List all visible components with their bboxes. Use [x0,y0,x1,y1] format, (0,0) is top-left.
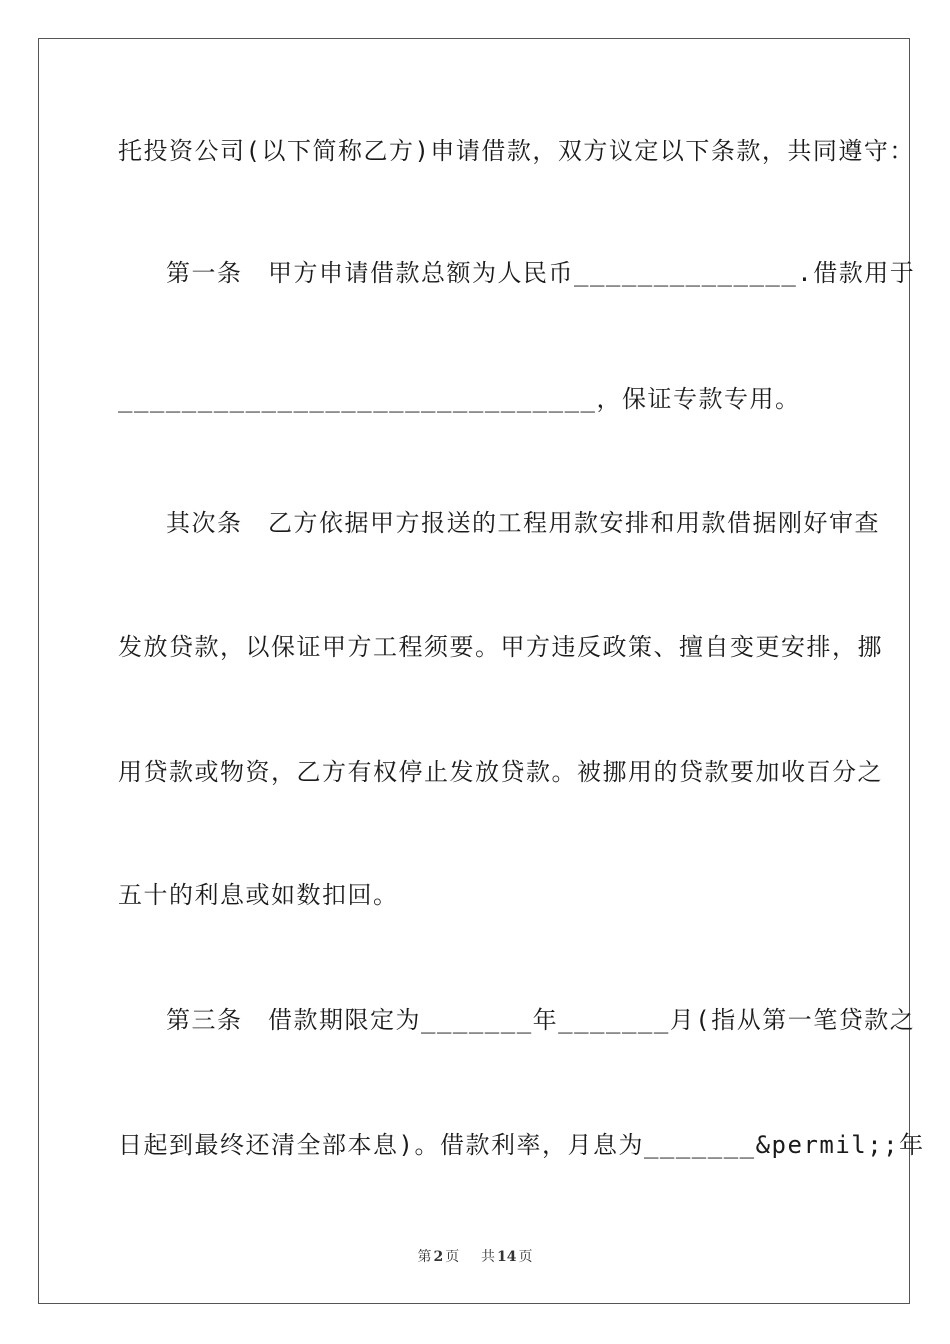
text-line-1: 托投资公司(以下简称乙方)申请借款，双方议定以下条款，共同遵守： [118,137,915,165]
footer-total-prefix: 共 [481,1249,496,1265]
text-line-6: 用贷款或物资，乙方有权停止发放贷款。被挪用的贷款要加收百分之 [118,758,883,786]
text-line-7: 五十的利息或如数扣回。 [118,881,399,909]
text-line-4: 其次条 乙方依据甲方报送的工程用款安排和用款借据刚好审查 [166,509,880,537]
text-line-3: ______________________________，保证专款专用。 [118,385,801,413]
page-footer [0,1246,950,1266]
text-line-9: 日起到最终还清全部本息)。借款利率，月息为_______&permil;;年 [118,1131,925,1159]
page-frame [38,38,925,1304]
footer-total-pages: 14 [497,1249,517,1265]
text-line-8: 第三条 借款期限定为_______年_______月(指从第一笔贷款之 [166,1006,916,1034]
footer-total-suffix: 页 [518,1249,533,1265]
footer-page-number: 2 [433,1249,444,1265]
footer-page-prefix: 第 [417,1249,432,1265]
text-line-5: 发放贷款，以保证甲方工程须要。甲方违反政策、擅自变更安排，挪 [118,633,883,661]
text-line-2: 第一条 甲方申请借款总额为人民币______________.借款用于 [166,259,916,287]
footer-page-suffix: 页 [445,1249,460,1265]
